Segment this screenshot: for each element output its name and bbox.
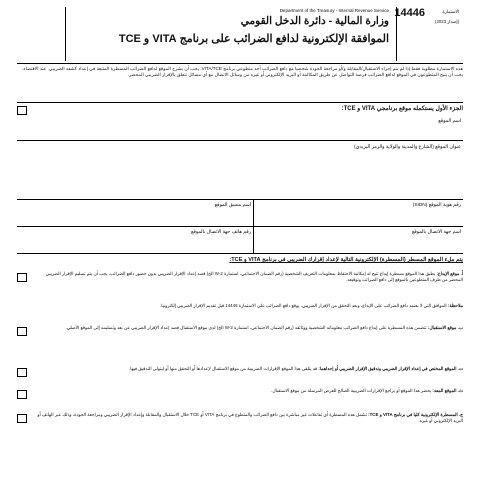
site-name-field[interactable]: [17, 140, 463, 141]
option-d: [33, 388, 463, 394]
contact-name-label: اسم جهة الاتصال بالموقع: [411, 230, 461, 235]
form-header: [17, 5, 463, 64]
form-page: [17, 5, 463, 475]
site-address-field[interactable]: [17, 199, 463, 200]
option-b: [33, 325, 463, 331]
option-c-heading: ت. الموقع المختص في إعداد الإقرار الضريبي وتدقيق الإقرار الضريبي أو إحداهما:: [318, 366, 463, 371]
option-e-text: تشمل هذه المسطرة أي تفاعلات غير مباشرة بين دافع الضرائب والمتطوع في برنامج VITA أو TCE خلال الاستقبال والمقابلة وإعداد الإقرار الضريبي ومراجعة الجودة، وذلك عبر الهاتف أو البريد الإلكتروني أو غيره.: [37, 412, 463, 423]
form-title-line2: الموافقة الإلكترونية لدافع الضرائب على برنامج VITA و TCE: [118, 33, 389, 45]
option-c-text: قد يتلقى هذا الموقع الإقرارات الضريبية من موقع الاستقبال لإعدادها أو التحقق منها أو ليتولى التدقيق فيها.: [129, 366, 318, 371]
site-name-label: اسم الموقع: [438, 119, 461, 124]
form-number: 14446: [394, 7, 425, 19]
option-b-checkbox[interactable]: [17, 327, 27, 336]
option-c-checkbox[interactable]: [17, 368, 27, 377]
option-d-text: يحضر هذا الموقع أو يراجع الإقرارات الضريبية الصالح للعرض المرسلة من موقع الاستقبال.: [271, 388, 432, 393]
sidn-label: رقم هوية الموقع (SIDN): [412, 203, 461, 208]
contact-field[interactable]: [17, 253, 463, 254]
form-revision: (إصدار 2023): [435, 19, 459, 24]
site-address-label: عنوان الموقع (الشارع والمدينة والولاية والرمز البريدي): [354, 145, 461, 150]
option-a-checkbox[interactable]: [17, 273, 27, 282]
note-text: الموافق التي لا يعتمد دافع الضرائب على الإيداع، وبعد التحقق من الإقرار الضريبي، يوقع دافع الضرائب على الاستمارة 14446 قبل تقديم الإقرار الضريبي إلكترونيا.: [160, 303, 447, 308]
option-c: [33, 366, 463, 372]
option-a: [33, 271, 463, 282]
form-label: الاستمارة: [442, 9, 459, 14]
contact-phone-label: رقم هاتف جهة الاتصال بالموقع: [190, 230, 251, 235]
intro-text: هذه الاستمارة مطلوبة فقط إذا لم يتم إجراء الاستقبال/المقابلة و/أو مراجعة الجودة شخصيا مع دافع الضرائب أحد متطوعي برنامج VITA/TCE. يجب أن يشرح الموقع لدافع الضرائب المسطرة المتبعة في إعداد كشفه الضريبي. عند الاقتضاء، يجب أن يتيح المتطوعون في الموقع لدافع الضرائب فرصة التواصل عن طريق المكالمة أو البريد الإلكتروني أو غيره من وسائل الاتصال مع أي مسائل تتعلق بالإقرار الضريبي المحضر.: [22, 66, 463, 77]
divider: [17, 102, 463, 103]
note-heading: ملاحظة:: [447, 303, 463, 308]
section1-checkbox[interactable]: [17, 106, 27, 115]
option-b-text: تتضمن هذه المسطرة على إيداع دافع الضرائب معلوماته الشخصية ووثائقه (رقم الضمان الاجتماعي، استمارة W-2 الخ) لدى موقع الاستقبال قصد إعداد الإقرار الضريبي عن بعد وتسليمه إلى الموقع الأصلي.: [65, 325, 427, 330]
option-a-text: يطبق هذا الموقع مسطرة إيداع تتيح له إمكانية الاحتفاظ بمعلومات التعريف الشخصية (رقم الضمان الاجتماعي، استمارة W-2 الخ) قصد إعداد الإقرار الضريبي بدون حضور دافع الضرائب. يجب أن يتم تسليم الإقرار الضريبي المحضر من طرف المتطوعين بالموقع إلى دافع الضرائب وتوقيعه.: [45, 271, 463, 282]
note: [33, 303, 463, 309]
omb-block: [17, 7, 66, 61]
option-e: [33, 412, 463, 423]
option-e-checkbox[interactable]: [17, 414, 27, 423]
department-name: Department of the Treasury - Internal Revenue Service: [279, 8, 389, 13]
form-title-line1: وزارة المالية - دائرة الدخل القومي: [240, 15, 389, 27]
section2-title: يتم ملء الموقع المسطر (المسطرة) الإلكترونية التالية لإعداد إقرارك الضريبي في برنامج VITA و TCE:: [229, 257, 463, 263]
option-b-heading: ب. موقع الاستقبال:: [427, 325, 463, 330]
option-e-heading: ج. المسطرة الإلكترونية كليا في برنامج VITA و TCE:: [368, 412, 463, 417]
form-number-block: [396, 7, 463, 61]
section1-title: الجزء الأول يستكمله موقع برنامجي VITA و TCE:: [341, 106, 463, 112]
coordinator-label: اسم منسق الموقع: [214, 203, 251, 208]
option-d-checkbox[interactable]: [17, 390, 27, 399]
option-d-heading: ث. الموقع المعد:: [432, 388, 463, 393]
option-a-heading: أ. موقع الإيداع:: [436, 271, 463, 276]
sidn-field[interactable]: [17, 226, 463, 227]
